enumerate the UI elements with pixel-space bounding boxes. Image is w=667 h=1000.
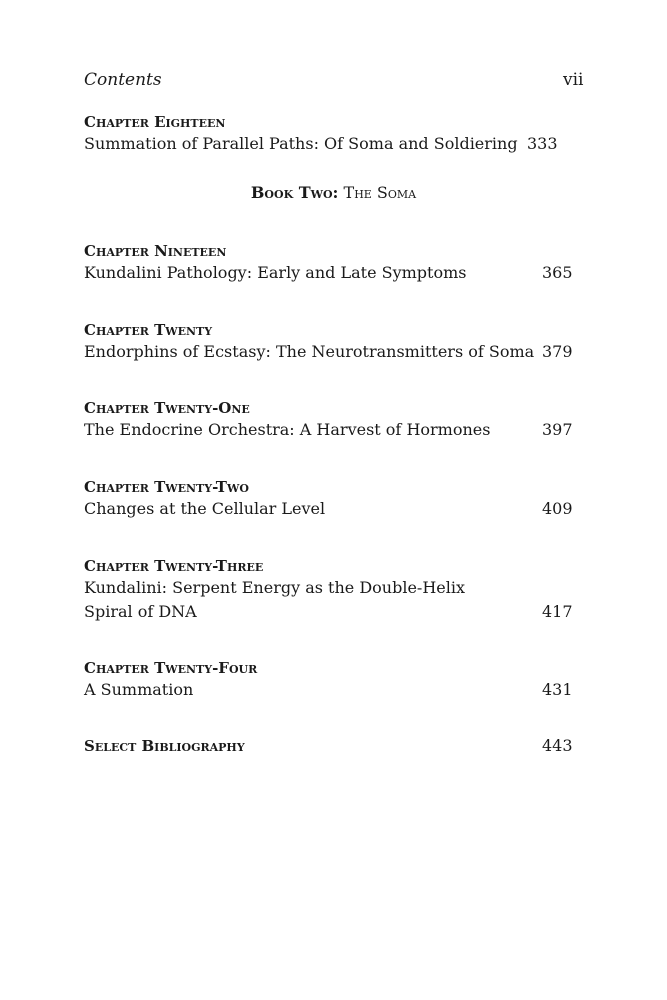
chapter-title: Changes at the Cellular Level xyxy=(84,499,326,518)
bibliography-label: Select Bibliography xyxy=(84,737,245,755)
chapter-label: Chapter Twenty-Four xyxy=(84,659,258,677)
book-label: Book Two: xyxy=(250,183,339,202)
page-number: 365 xyxy=(542,263,573,282)
chapter-label: Chapter Nineteen xyxy=(84,242,227,260)
page-number: 409 xyxy=(542,499,573,518)
book-two-heading xyxy=(0,183,667,202)
chapter-label: Chapter Eighteen xyxy=(84,113,226,131)
running-head-title: Contents xyxy=(84,70,162,90)
toc-entry-chapter-24[interactable] xyxy=(84,658,584,702)
chapter-label: Chapter Twenty-One xyxy=(84,399,250,417)
chapter-title: Summation of Parallel Paths: Of Soma and Soldiering xyxy=(84,134,518,153)
chapter-label: Chapter Twenty-Three xyxy=(84,557,264,575)
chapter-title: Kundalini Pathology: Early and Late Symptoms xyxy=(84,263,467,282)
toc-entry-bibliography[interactable] xyxy=(84,736,584,756)
page-number: 379 xyxy=(542,342,573,361)
page-number: 431 xyxy=(542,680,573,699)
toc-entry-chapter-23[interactable] xyxy=(84,556,584,624)
toc-entry-chapter-18[interactable] xyxy=(84,112,584,156)
toc-entry-chapter-19[interactable] xyxy=(84,241,584,285)
running-head-page-number: vii xyxy=(563,70,584,90)
page-number: 333 xyxy=(527,134,558,153)
chapter-title-line-1: Kundalini: Serpent Energy as the Double-Helix xyxy=(84,578,466,597)
chapter-title: The Endocrine Orchestra: A Harvest of Hormones xyxy=(84,420,491,439)
toc-entry-chapter-20[interactable] xyxy=(84,320,584,364)
chapter-label: Chapter Twenty-Two xyxy=(84,478,249,496)
page-number: 443 xyxy=(542,736,573,755)
book-title: The Soma xyxy=(343,183,417,202)
page-number: 417 xyxy=(542,602,573,621)
page-number: 397 xyxy=(542,420,573,439)
chapter-title: A Summation xyxy=(84,680,194,699)
chapter-title-line-2: Spiral of DNA xyxy=(84,602,197,621)
toc-entry-chapter-21[interactable] xyxy=(84,398,584,442)
toc-entry-chapter-22[interactable] xyxy=(84,477,584,521)
chapter-title: Endorphins of Ecstasy: The Neurotransmitters of Soma xyxy=(84,342,535,361)
chapter-label: Chapter Twenty xyxy=(84,321,213,339)
